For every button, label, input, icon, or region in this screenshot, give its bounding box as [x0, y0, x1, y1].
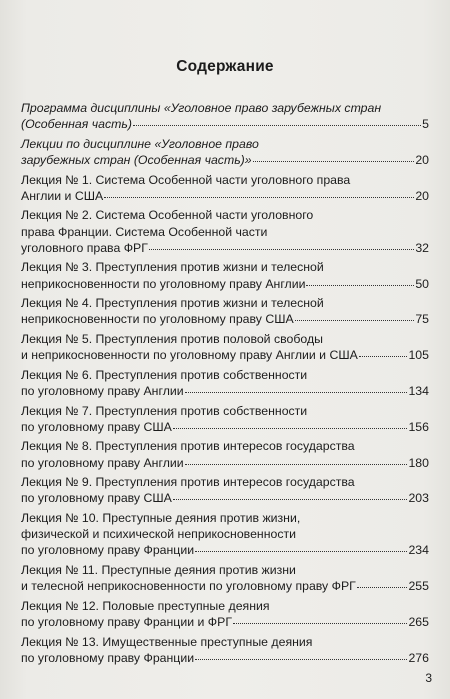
table-of-contents [21, 100, 429, 669]
toc-entry-text: Лекция № 11. Преступные деяния против жизни [21, 562, 296, 577]
toc-entry-text: по уголовному праву Франции [21, 543, 195, 558]
toc-entry [21, 172, 429, 204]
leader-dots [357, 576, 408, 588]
leader-dots [185, 381, 408, 393]
toc-entry-text: неприкосновенности по уголовному праву Англии [21, 276, 306, 291]
toc-entry-text: Лекция № 8. Преступления против интересов государства [21, 439, 355, 454]
toc-entry-text: по уголовному праву Англии [21, 383, 184, 398]
leader-dots [104, 186, 414, 198]
toc-page-number: 105 [408, 348, 429, 363]
toc-page-number: 265 [408, 614, 429, 629]
toc-entry-text: Лекции по дисциплине «Уголовное право [21, 136, 259, 151]
toc-entry-text: Лекция № 6. Преступления против собственности [21, 367, 308, 382]
toc-entry [21, 100, 429, 132]
toc-entry [21, 474, 429, 506]
leader-dots [253, 150, 415, 162]
toc-entry-text: уголовного права ФРГ [21, 240, 148, 255]
toc-page-number: 180 [408, 455, 429, 470]
toc-entry-text: по уголовному праву Франции [21, 650, 195, 665]
toc-entry-text: Лекция № 1. Система Особенной части уголовного права [21, 172, 351, 187]
toc-entry-text: Лекция № 12. Половые преступные деяния [21, 598, 270, 613]
toc-entry [21, 331, 429, 363]
toc-entry-text: Лекция № 7. Преступления против собственности [21, 403, 308, 418]
toc-entry-text: Лекция № 13. Имущественные преступные деяния [21, 634, 313, 649]
leader-dots [359, 345, 408, 357]
toc-page-number: 156 [408, 419, 429, 434]
leader-dots [295, 309, 415, 321]
toc-page-number: 32 [415, 240, 429, 255]
toc-page-number: 276 [408, 650, 429, 665]
leader-dots [173, 417, 408, 429]
toc-page-number: 20 [415, 153, 429, 167]
toc-entry-text: по уголовному праву Англии [21, 455, 184, 470]
toc-entry [21, 510, 429, 559]
toc-entry-text: Программа дисциплины «Уголовное право зарубежных стран [21, 101, 382, 115]
leader-dots [173, 488, 408, 500]
toc-entry [21, 438, 429, 470]
toc-entry-text: Лекция № 2. Система Особенной части уголовного [21, 208, 314, 223]
toc-page-number: 20 [415, 188, 429, 203]
toc-entry-text: физической и психической неприкосновенности [21, 527, 296, 542]
toc-entry [21, 136, 429, 168]
toc-entry-text: Лекция № 4. Преступления против жизни и телесной [21, 296, 324, 311]
leader-dots [185, 453, 408, 465]
toc-entry-text: Лекция № 9. Преступления против интересов государства [21, 475, 355, 490]
toc-entry-text: и телесной неприкосновенности по уголовному праву ФРГ [21, 579, 356, 594]
toc-entry-text: Лекция № 5. Преступления против половой свободы [21, 331, 323, 346]
toc-entry-text: неприкосновенности по уголовному праву США [21, 312, 294, 327]
toc-entry [21, 295, 429, 327]
toc-page-number: 234 [408, 543, 429, 558]
toc-entry-text: права Франции. Система Особенной части [21, 224, 268, 239]
toc-entry [21, 403, 429, 435]
page-title: Содержание [176, 58, 274, 75]
toc-entry-text: и неприкосновенности по уголовному праву Англии и США [21, 348, 358, 363]
page-number: 3 [425, 671, 432, 685]
toc-page-number: 255 [408, 579, 429, 594]
leader-dots [149, 238, 414, 250]
leader-dots [133, 114, 421, 126]
toc-entry-text: Англии и США [21, 188, 104, 203]
toc-entry-text: по уголовному праву США [21, 491, 172, 506]
toc-page-number: 203 [408, 491, 429, 506]
leader-dots [233, 612, 407, 624]
toc-entry [21, 598, 429, 630]
toc-entry-text: (Особенная часть) [21, 117, 132, 132]
toc-entry-text: зарубежных стран (Особенная часть)» [21, 153, 252, 167]
toc-entry [21, 207, 429, 256]
toc-entry [21, 259, 429, 291]
toc-entry-text: Лекция № 10. Преступные деяния против жизни, [21, 510, 301, 525]
toc-entry [21, 562, 429, 594]
toc-entry-text: по уголовному праву Франции и ФРГ [21, 614, 232, 629]
toc-entry-text: Лекция № 3. Преступления против жизни и телесной [21, 260, 324, 275]
toc-page-number: 75 [415, 312, 429, 327]
toc-page-number: 50 [415, 276, 429, 291]
leader-dots [306, 274, 414, 286]
leader-dots [195, 540, 407, 552]
toc-page-number: 5 [422, 117, 429, 132]
toc-entry [21, 634, 429, 666]
leader-dots [195, 648, 407, 660]
toc-entry-text: по уголовному праву США [21, 419, 172, 434]
toc-page-number: 134 [408, 383, 429, 398]
toc-entry [21, 367, 429, 399]
